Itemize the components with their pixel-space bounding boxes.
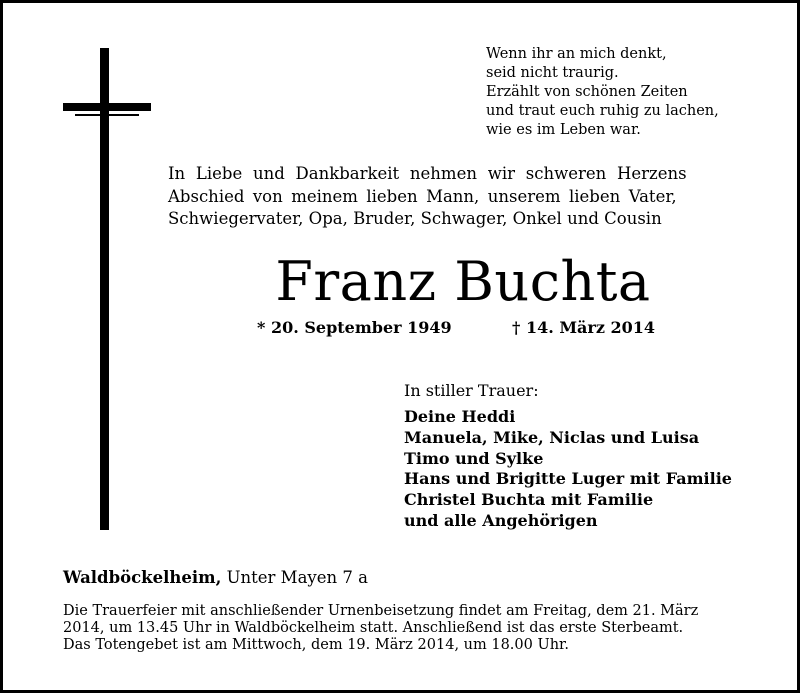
- cross-vertical-bar: [100, 48, 109, 530]
- poem-line: wie es im Leben war.: [486, 122, 641, 138]
- mourners-list: [404, 407, 732, 532]
- cross-horizontal-bar: [63, 103, 151, 111]
- mourner: Hans und Brigitte Luger mit Familie: [404, 469, 732, 489]
- funeral-notice: [63, 603, 753, 654]
- mourner: Deine Heddi: [404, 407, 516, 426]
- mourning-heading: In stiller Trauer:: [404, 381, 539, 400]
- birth-date: * 20. September 1949: [257, 318, 452, 337]
- intro-line: Abschied von meinem lieben Mann, unserem lieben Vater,: [168, 186, 677, 206]
- deceased-name: Franz Buchta: [275, 250, 651, 313]
- notice-line: Das Totengebet ist am Mittwoch, dem 19. März 2014, um 18.00 Uhr.: [63, 637, 569, 653]
- intro-line: In Liebe und Dankbarkeit nehmen wir schweren Herzens: [168, 164, 687, 183]
- notice-line: Die Trauerfeier mit anschließender Urnenbeisetzung findet am Freitag, dem 21. März: [63, 603, 699, 619]
- poem-line: Wenn ihr an mich denkt,: [486, 46, 667, 62]
- mourner: Christel Buchta mit Familie: [404, 490, 654, 510]
- poem-line: Erzählt von schönen Zeiten: [486, 84, 688, 100]
- notice-line: 2014, um 13.45 Uhr in Waldböckelheim statt. Anschließend ist das erste Sterbeamt.: [63, 620, 684, 636]
- mourner: und alle Angehörigen: [404, 510, 598, 530]
- poem-line: seid nicht traurig.: [486, 65, 619, 81]
- poem-line: und traut euch ruhig zu lachen,: [486, 103, 719, 119]
- address: [63, 567, 368, 589]
- mourner: Manuela, Mike, Niclas und Luisa: [404, 427, 700, 447]
- mourner: Timo und Sylke: [404, 448, 544, 468]
- death-date: † 14. März 2014: [512, 318, 656, 337]
- address-street: Unter Mayen 7 a: [226, 568, 368, 587]
- poem: [486, 45, 776, 140]
- intro-line: Schwiegervater, Opa, Bruder, Schwager, Onkel und Cousin: [168, 209, 662, 228]
- cross-underline: [75, 114, 139, 116]
- address-city: Waldböckelheim,: [63, 568, 222, 587]
- intro-text: [168, 163, 748, 231]
